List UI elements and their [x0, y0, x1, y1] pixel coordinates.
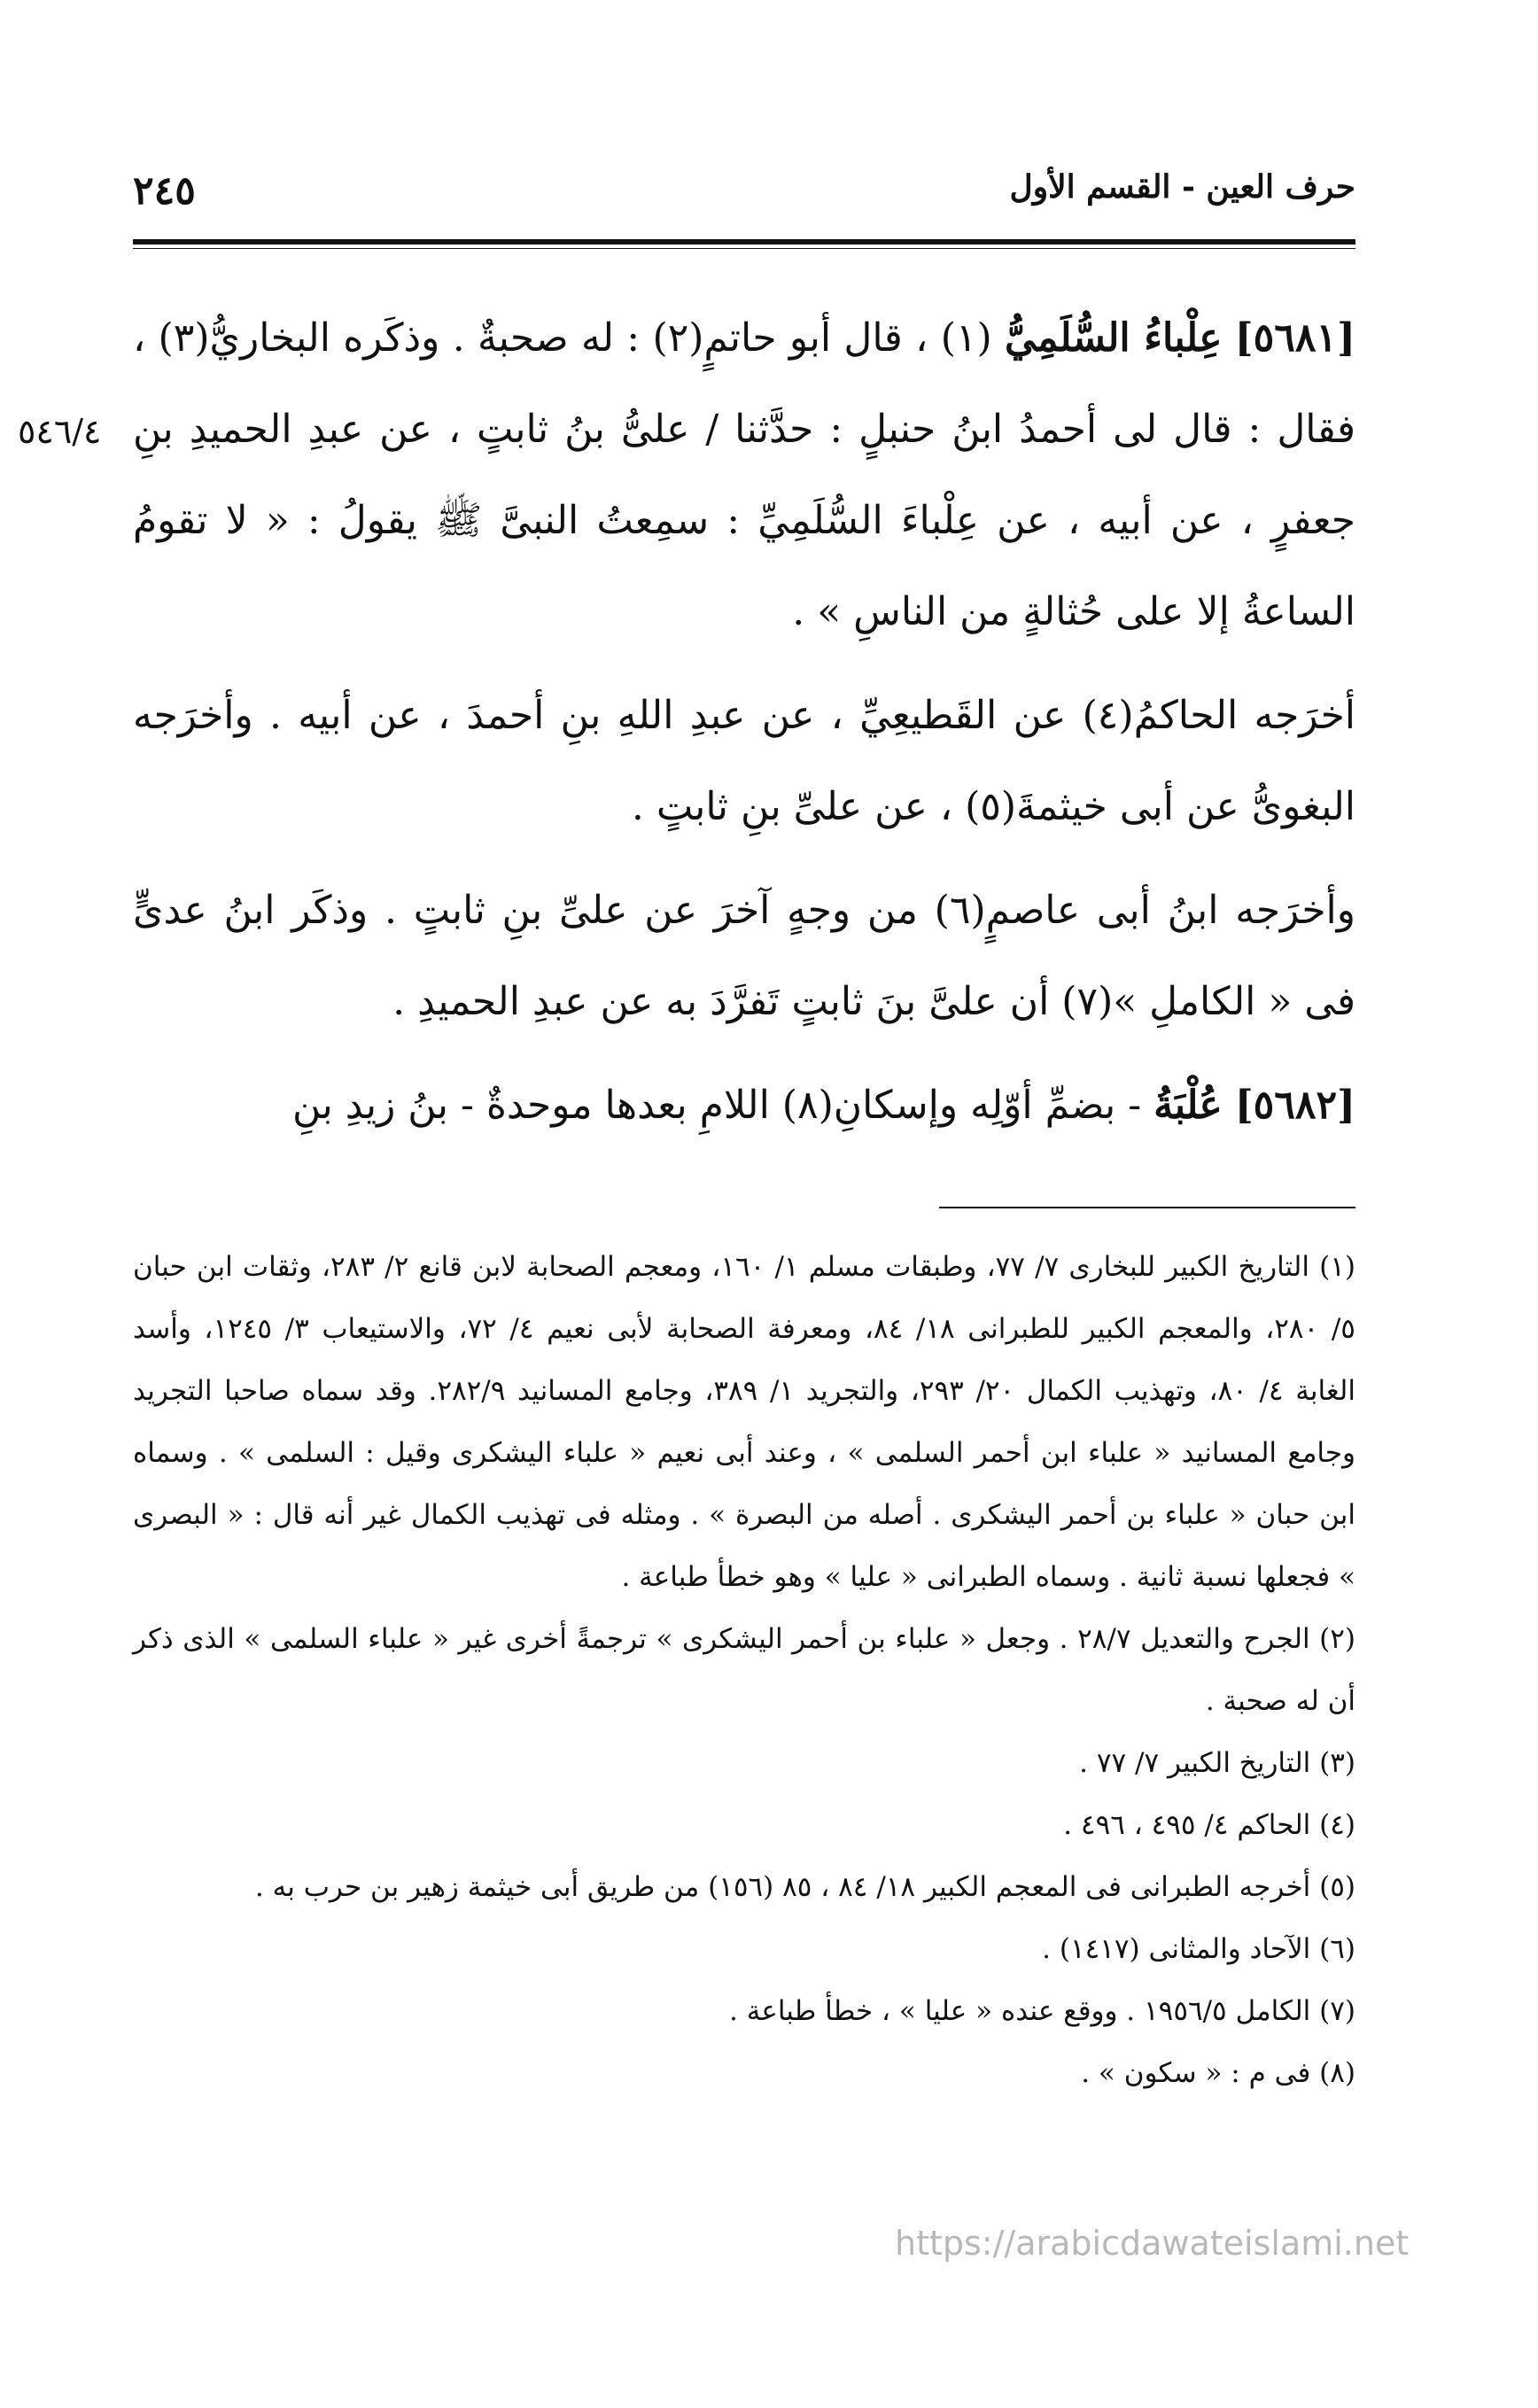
footnote-4: (٤) الحاكم ٤/ ٤٩٥ ، ٤٩٦ .: [1063, 1809, 1355, 1841]
footnote-8: (٨) فى م : « سكون » .: [1081, 2057, 1355, 2089]
page-number: ٢٤٥: [133, 168, 196, 214]
margin-reference: ٥٤٦/٤: [18, 412, 102, 451]
footnote-6: (٦) الآحاد والمثانى (١٤١٧) .: [1042, 1933, 1355, 1965]
running-title: حرف العين - القسم الأول: [1009, 168, 1355, 206]
paragraph-hakim: أخرَجه الحاكمُ(٤) عن القَطيعِيِّ ، عن عبدِ اللهِ بنِ أحمدَ ، عن أبيه . وأخرَجه البغوىُّ عن أبى خيثمةَ(٥) ، عن علىِّ بنِ ثابتٍ .: [133, 693, 1356, 829]
watermark-url: https://arabicdawateislami.net: [895, 2224, 1410, 2263]
header-rule-thin: [133, 248, 1355, 249]
footnote-7: (٧) الكامل ١٩٥٦/٥ . ووقع عنده « عليا » ، خطأ طباعة .: [729, 1995, 1355, 2027]
entry-name: عِلْباءُ السُّلَمِيُّ: [1005, 315, 1223, 361]
entry-5682: [133, 1060, 1355, 1151]
entry-number: [٥٦٨١]: [1234, 315, 1355, 361]
paragraph-ibn-abi-asim: وأخرَجه ابنُ أبى عاصمٍ(٦) من وجهٍ آخرَ عن علىِّ بنِ ثابتٍ . وذكَر ابنُ عدىٍّ فى « الكاملِ »(٧) أن علىَّ بنَ ثابتٍ تَفرَّدَ به عن عبدِ الحميدِ .: [133, 888, 1355, 1024]
entry-text: - بضمِّ أوّلِه وإسكانِ(٨) اللامِ بعدها موحدةٌ - بنُ زيدِ بنِ: [292, 1083, 1142, 1128]
footnotes: [133, 1236, 1355, 2104]
footnote-3: (٣) التاريخ الكبير ٧/ ٧٧ .: [1079, 1747, 1355, 1779]
footnote-separator: [939, 1207, 1355, 1208]
footnote-5: (٥) أخرجه الطبرانى فى المعجم الكبير ١٨/ ٨٤ ، ٨٥ (١٥٦) من طريق أبى خيثمة زهير بن حرب به .: [254, 1871, 1355, 1903]
footnote-1: (١) التاريخ الكبير للبخارى ٧/ ٧٧، وطبقات مسلم ١/ ١٦٠، ومعجم الصحابة لابن قانع ٢/ ٢٨٣، وثقات ابن حبان ٥/ ٢٨٠، والمعجم الكبير للطبرانى ١٨/ ٨٤، ومعرفة الصحابة لأبى نعيم ٤/ ٧٢، والاستيعاب ٣/ ١٢٤٥، وأسد الغابة ٤/ ٨٠، وتهذيب الكمال ٢٠/ ٢٩٣، والتجريد ١/ ٣٨٩، وجامع المسانيد ٢٨٢/٩. وقد سماه صاحبا التجريد وجامع المسانيد « علباء ابن أحمر السلمى » ، وعند أبى نعيم « علباء اليشكرى وقيل : السلمى » . وسماه ابن حبان « علباء بن أحمر اليشكرى . أصله من البصرة » . ومثله فى تهذيب الكمال غير أنه قال : « البصرى » فجعلها نسبة ثانية . وسماه الطبرانى « عليا » وهو خطأ طباعة .: [133, 1251, 1355, 1593]
entry-name: عُلْبَةُ: [1154, 1083, 1223, 1128]
header-rule: [133, 239, 1355, 245]
entry-5681: [133, 292, 1355, 657]
entry-text: (١) ، قال أبو حاتمٍ(٢) : له صحبةٌ . وذكَره البخاريُّ(٣) ، فقال : قال لى أحمدُ ابنُ حنبلٍ : حدَّثنا / علىُّ بنُ ثابتٍ ، عن عبدِ الحميدِ بنِ جعفرٍ ، عن أبيه ، عن عِلْباءَ السُّلَمِيِّ : سمِعتُ النبىَّ ﷺ يقولُ : « لا تقومُ الساعةُ إلا على حُثالةٍ من الناسِ » .: [133, 315, 1355, 634]
footnote-2: (٢) الجرح والتعديل ٢٨/٧ . وجعل « علباء بن أحمر اليشكرى » ترجمةً أخرى غير « علباء السلمى » الذى ذكر أن له صحبة .: [133, 1623, 1355, 1717]
main-text: [133, 292, 1355, 1163]
entry-number: [٥٦٨٢]: [1234, 1083, 1355, 1128]
page-header: [133, 159, 1355, 230]
